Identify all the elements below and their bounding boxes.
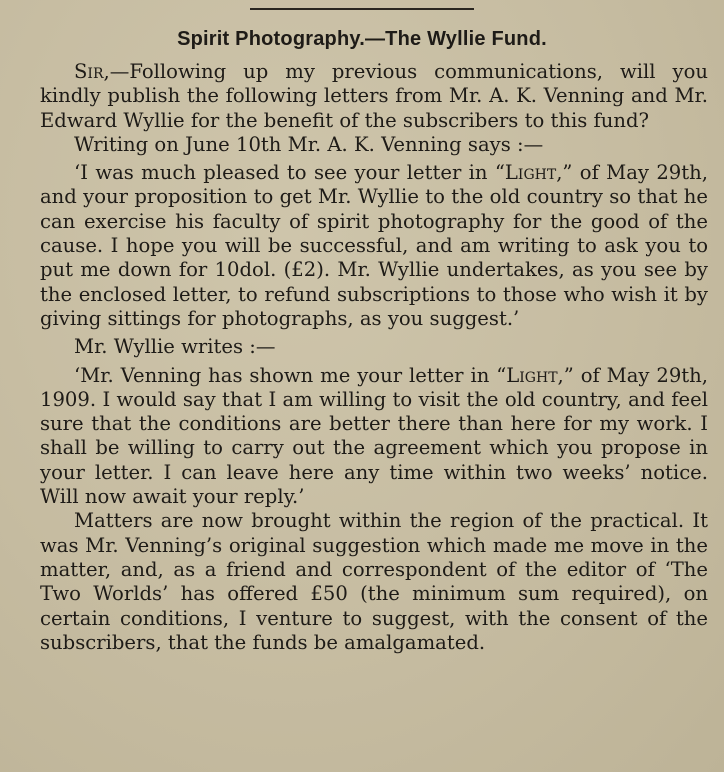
paragraph-closing: Matters are now brought within the region of the practical. It was Mr. Venning’s original suggestion which made me move in the matter, and, as a friend and correspondent of the editor of ‘The Two Worlds’ has offered £50 (the minimum sum required), on certain conditions, I venture to suggest, with the consent of the subscribers, that the funds be amalgamated. [40,509,708,654]
opening-text: —Following up my previous communications, will you kindly publish the following letters from Mr. A. K. Venning and Mr. Edward Wyllie for the benefit of the subscribers to this fund? [40,60,708,132]
quote-venning-rest: ,” of May 29th, and your proposition to get Mr. Wyllie to the old country so that he can exercise his faculty of spirit photography for the good of the cause. I hope you will be successful, and am writing to ask you to put me down for 10dol. (£2). Mr. Wyllie undertakes, as you see by the enclosed letter, to refund subscriptions to those who wish it by giving sittings for photographs, as you suggest.’ [40,161,708,330]
article-body [40,60,708,655]
quote-venning [40,161,708,331]
top-divider-rule [250,8,474,10]
quote-venning-start: ‘I was much pleased to see your letter in “ [74,161,505,185]
salutation: Sir, [74,60,110,83]
paragraph-opening [40,60,708,133]
publication-name: Light [506,363,558,387]
quote-wyllie-start: ‘Mr. Venning has shown me your letter in “ [74,363,507,387]
article-title: Spirit Photography.—The Wyllie Fund. [177,28,547,50]
paragraph-venning-intro: Writing on June 10th Mr. A. K. Venning says :— [74,132,544,156]
paragraph-wyllie-intro: Mr. Wyllie writes :— [74,335,276,359]
quote-wyllie [40,364,708,510]
quote-wyllie-rest: ,” of May 29th, 1909. I would say that I am willing to visit the old country, and feel sure that the conditions are better there than here for my work. I shall be willing to carry out the agreement which you propose in your letter. I can leave here any time within two weeks’ notice. Will now await your reply.’ [40,363,709,509]
publication-name: Light [504,161,557,185]
